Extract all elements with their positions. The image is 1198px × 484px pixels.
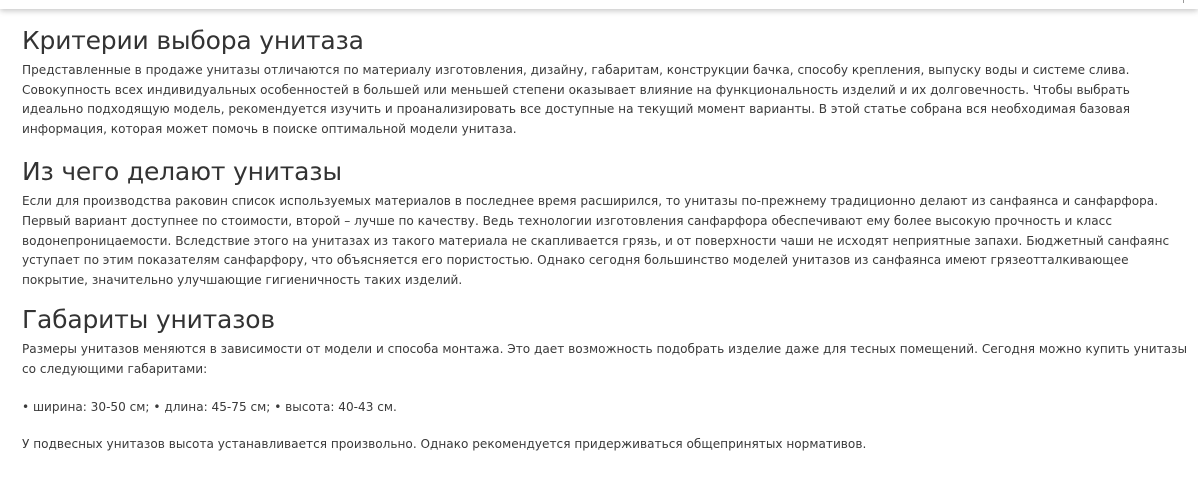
section-paragraph: У подвесных унитазов высота устанавливается произвольно. Однако рекомендуется придерживаться общепринятых нормативов. bbox=[22, 437, 867, 452]
dimensions-list: • ширина: 30-50 см; • длина: 45-75 см; • высота: 40-43 см. bbox=[22, 399, 397, 414]
section-toilet-selection-criteria bbox=[22, 24, 1188, 139]
section-toilet-dimensions bbox=[22, 303, 1188, 454]
section-paragraph: Представленные в продаже унитазы отличаются по материалу изготовления, дизайну, габаритам, конструкции бачка, способу крепления, выпуску воды и системе слива. Совокупность всех индивидуальных особенностей в большей или меньшей степени оказывает влияние на функциональность изделий и их долговечность. Чтобы выбрать идеально подходящую модель, рекомендуется изучить и проанализировать все доступные на текущий момент варианты. В этой статье собрана вся необходимая базовая информация, которая может помочь в поиске оптимальной модели унитаза. bbox=[22, 63, 1131, 136]
section-paragraph: Если для производства раковин список используемых материалов в последнее время расширился, то унитазы по-прежнему традиционно делают из санфаянса и санфарфора. Первый вариант доступнее по стоимости, второй – лучше по качеству. Ведь технологии изготовления санфарфора обеспечивают ему более высокую прочность и класс водонепроницаемости. Вследствие этого на унитазах из такого материала не скапливается грязь, и от поверхности чаши не исходят неприятные запахи. Бюджетный санфаянс уступает по этим показателям санфарфору, что объясняется его пористостью. Однако сегодня большинство моделей унитазов из санфаянса имеют грязеотталкивающее покрытие, значительно улучшающие гигиеничность таких изделий. bbox=[22, 194, 1170, 287]
section-title: Из чего делают унитазы bbox=[22, 157, 342, 187]
section-toilet-materials bbox=[22, 155, 1188, 290]
section-title: Критерии выбора унитаза bbox=[22, 26, 364, 55]
section-paragraph: Размеры унитазов меняются в зависимости от модели и способа монтажа. Это дает возможность подобрать изделие даже для тесных помещений. Сегодня можно купить унитазы со следующими габаритами: bbox=[22, 342, 1188, 376]
section-title: Габариты унитазов bbox=[22, 305, 275, 335]
top-bar-edge-mark bbox=[1183, 0, 1184, 3]
article-content bbox=[22, 24, 1188, 455]
top-bar-shadow bbox=[0, 0, 1198, 9]
